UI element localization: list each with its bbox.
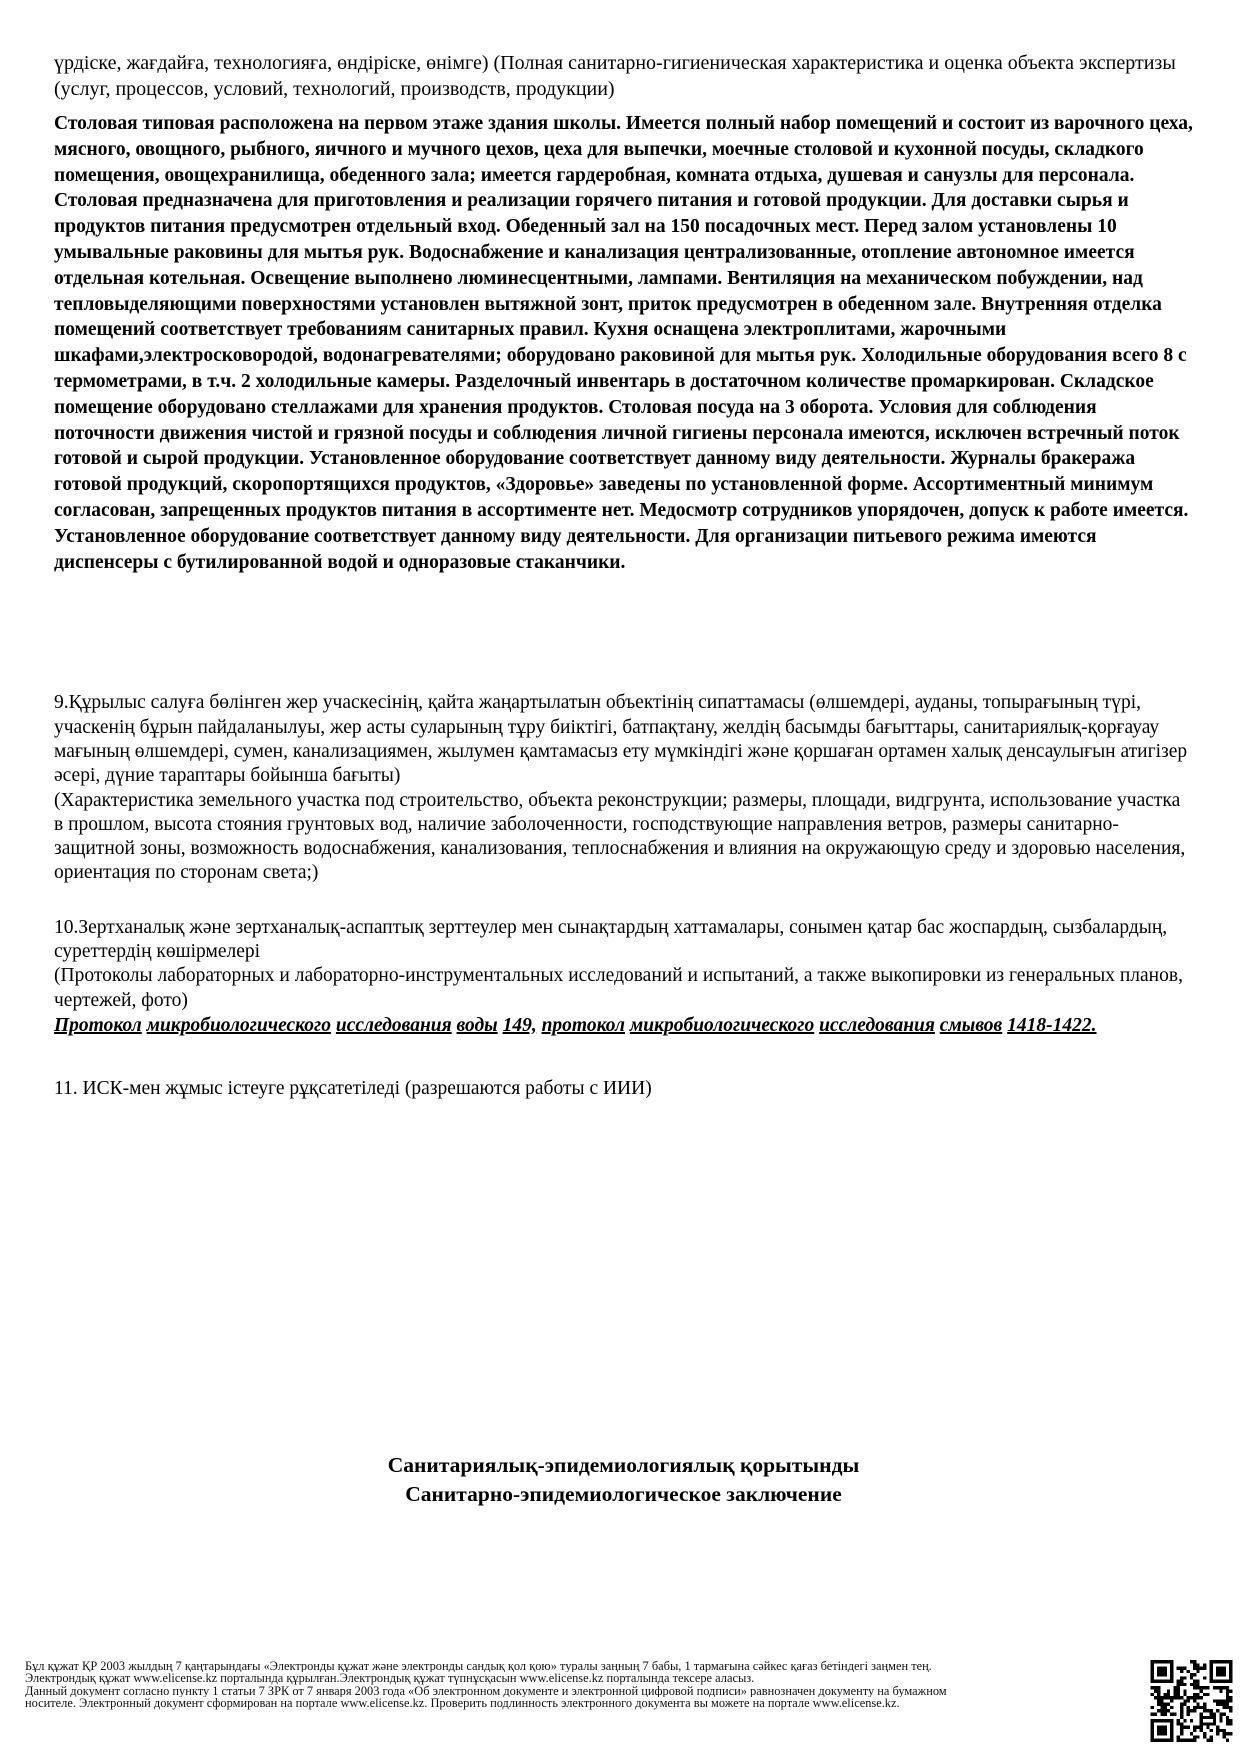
section-10 [54, 916, 1193, 1039]
section-11: 11. ИСК-мен жұмыс істеуге рұқсатетіледі (разрешаются работы с ИИИ) [54, 1077, 652, 1099]
footer-line-ru-2: носителе. Электронный документ сформирован на портале www.elicense.kz. Проверить подлинность электронного документа вы можете на портале www.elicense.kz. [25, 1697, 900, 1710]
footer-line-kk-2: Электрондық құжат www.elicense.kz порталында құрылған.Электрондық құжат түпнұсқасын www.elicense.kz порталында тексере аласыз. [25, 1672, 755, 1685]
legal-footer [25, 1660, 1135, 1710]
section-10-russian-text: (Протоколы лабораторных и лабораторно-инструментальных исследований и испытаний, а также выкопировки из генеральных планов, чертежей, фото) [54, 965, 1183, 1011]
canteen-description-paragraph: Столовая типовая расположена на первом этаже здания школы. Имеется полный набор помещений и состоит из варочного цеха, мясного, овощного, рыбного, яичного и мучного цехов, цеха для выпечки, моечные столовой и кухонной посуды, складкого помещения, овощехранилища, обеденного зала; имеется гардеробная, комната отдыха, душевая и санузлы для персонала. Столовая предназначена для приготовления и реализации горячего питания и готовой продукции. Для доставки сырья и продуктов питания предусмотрен отдельный вход. Обеденный зал на 150 посадочных мест. Перед залом установлены 10 умывальные раковины для мытья рук. Водоснабжение и канализация централизованные, отопление автономное имеется отдельная котельная. Освещение выполнено люминесцентными, лампами. Вентиляция на механическом побуждении, над тепловыделяющими поверхностями установлен вытяжной зонт, приток предусмотрен в обеденном зале. Внутренняя отделка помещений соответствует требованиям санитарных правил. Кухня оснащена электроплитами, жарочными шкафами,электросковородой, водонагревателями; оборудовано раковиной для мытья рук. Холодильные оборудования всего 8 с термометрами, в т.ч. 2 холодильные камеры. Разделочный инвентарь в достаточном количестве промаркирован. Складское помещение оборудовано стеллажами для хранения продуктов. Столовая посуда на 3 оборота. Условия для соблюдения поточности движения чистой и грязной посуды и соблюдения личной гигиены персонала имеются, исключен встречный поток готовой и сырой продукции. Установленное оборудование соответствует данному виду деятельности. Журналы бракеража готовой продукций, скоропортящихся продуктов, «Здоровье» заведены по установленной форме. Ассортиментный минимум согласован, запрещенных продуктов питания в ассортименте нет. Медосмотр сотрудников упорядочен, допуск к работе имеется. Установленное оборудование соответствует данному виду деятельности. Для организации питьевого режима имеются диспенсеры с бутилированной водой и одноразовые стаканчики. [54, 113, 1193, 573]
footer-line-ru-1: Данный документ согласно пункту 1 статьи 7 ЗРК от 7 января 2003 года «Об электронном документе и электронной цифровой подписи» равнозначен документу на бумажном [25, 1684, 947, 1698]
qr-code [1150, 1660, 1233, 1742]
conclusion-title-kazakh: Санитариялық-эпидемиологиялық қорытынды [387, 1453, 860, 1478]
section-9 [54, 691, 1193, 885]
section-10-kazakh-text: 10.Зертханалық және зертханалық-аспаптық зерттеулер мен сынақтардың хаттамалары, сонымен қатар бас жоспардың, сызбалардың, суреттердің көшірмелері [54, 916, 1168, 963]
conclusion-title [54, 1451, 1193, 1509]
section-9-kazakh-text: 9.Құрылыс салуға бөлінген жер учаскесінің, қайта жаңартылатын объектінің сипаттамасы (өлшемдері, ауданы, топырағының түрі, учаскенің бұрын пайдаланылуы, жер асты суларының тұру биіктігі, батпақтану, желдің басымды бағыттары, санитариялық-қорғауау мағының өлшемдері, сумен, канализациямен, жылумен қамтамасыз ету мүмкіндігі және қоршаған ортамен халық денсаулығын атигізер әсері, дүние тараптары бойынша бағыты) [54, 692, 1188, 787]
conclusion-title-russian: Санитарно-эпидемиологическое заключение [405, 1482, 842, 1507]
footer-line-kk-1: Бұл құжат ҚР 2003 жылдың 7 қаңтарындағы «Электронды құжат және электронды сандық қол қою» туралы заңның 7 бабы, 1 тармағына сәйкес қағаз бетіндегі заңмен тең. [25, 1660, 932, 1673]
expertise-characteristic-note: үрдіске, жағдайға, технологияға, өндіріске, өнімге) (Полная санитарно-гигиеническая характеристика и оценка объекта экспертизы (услуг, процессов, условий, технологий, производств, продукции) [54, 52, 1176, 100]
protocol-numbers-line: Протокол микробиологического исследования воды 149, протокол микробиологического исследования смывов 1418-1422. [54, 1014, 1097, 1036]
section-9-russian-text: (Характеристика земельного участка под строительство, объекта реконструкции; размеры, площади, видгрунта, использование участка в прошлом, высота стояния грунтовых вод, наличие заболоченности, господствующие направления ветров, размеры санитарно-защитной зоны, возможность водоснабжения, канализования, теплоснабжения и влияния на окружающую среду и здоровью населения, ориентация по сторонам света;) [54, 789, 1186, 884]
